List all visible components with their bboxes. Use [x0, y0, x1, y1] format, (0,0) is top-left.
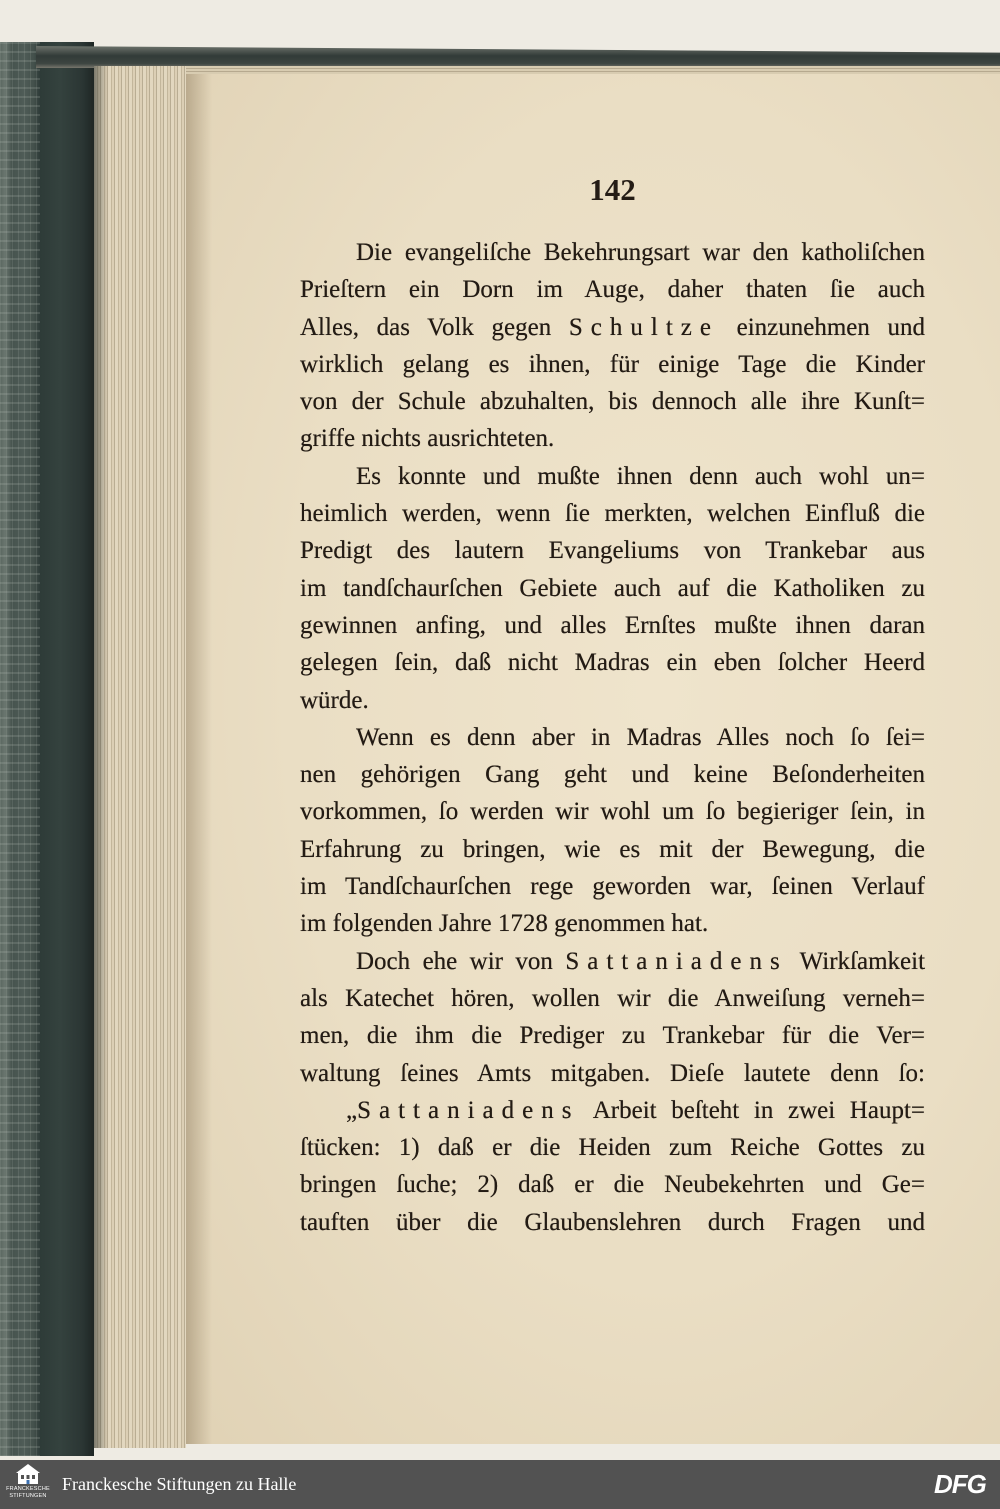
text-line: waltung ſeines Amts mitgaben. Dieſe lautete denn ſo: [300, 1059, 925, 1087]
line-text: Alles, das Volk gegen [300, 313, 569, 341]
text-line: nen gehörigen Gang geht und keine Beſonderheiten [300, 761, 925, 789]
text-line: gelegen ſein, daß nicht Madras ein eben ſolcher Heerd [300, 649, 925, 677]
spaced-name: Sattaniadens [565, 947, 788, 975]
cover-shadow [94, 66, 108, 1448]
text-line: bringen ſuche; 2) daß er die Neubekehrten und Ge= [300, 1171, 925, 1199]
text-line: heimlich werden, wenn ſie merkten, welchen Einfluß die [300, 500, 925, 528]
text-line: würde. [300, 686, 369, 714]
footer-bar [0, 1460, 1000, 1509]
text-line: im folgenden Jahre 1728 genommen hat. [300, 910, 709, 938]
text-line [300, 943, 925, 980]
text-line: Es konnte und mußte ihnen denn auch wohl un= [356, 462, 925, 490]
spaced-name: Schultze [568, 313, 719, 341]
text-line: wirklich gelang es ihnen, für einige Tage die Kinder [300, 350, 925, 378]
text-line: im Tandſchaurſchen rege geworden war, ſeinen Verlauf [300, 873, 925, 901]
line-text: Wirkſamkeit [787, 947, 926, 975]
institution-logo [4, 1462, 52, 1508]
text-line: tauften über die Glaubenslehren durch Fragen und [300, 1208, 925, 1236]
text-line: vorkommen, ſo werden wir wohl um ſo begieriger ſein, in [300, 798, 925, 826]
book-cover-top-edge [36, 46, 1000, 68]
text-line: Wenn es denn aber in Madras Alles noch ſo ſei= [356, 723, 925, 751]
line-text: Doch ehe wir von [356, 947, 566, 975]
logo-text: STIFTUNGEN [9, 1492, 47, 1499]
text-line: als Katechet hören, wollen wir die Anweiſung verneh= [300, 984, 925, 1012]
page-number: 142 [589, 172, 636, 207]
text-line: men, die ihm die Prediger zu Trankebar für die Ver= [300, 1022, 925, 1050]
text-line: Predigt des lautern Evangeliums von Trankebar aus [300, 537, 925, 565]
text-line: Erfahrung zu bringen, wie es mit der Bewegung, die [300, 835, 925, 863]
text-line: im tandſchaurſchen Gebiete auch auf die Katholiken zu [300, 574, 925, 602]
text-line [300, 309, 925, 346]
logo-text: FRANCKESCHE [6, 1486, 50, 1492]
body-text [300, 234, 925, 1241]
text-line [300, 1092, 925, 1129]
dfg-logo: DFG [934, 1469, 986, 1499]
institution-name: Franckesche Stiftungen zu Halle [62, 1474, 297, 1494]
text-line: Prieſtern ein Dorn im Auge, daher thaten ſie auch [300, 276, 925, 304]
line-text: „ [346, 1096, 358, 1124]
text-line: ſtücken: 1) daß er die Heiden zum Reiche Gottes zu [300, 1134, 925, 1162]
line-text: Arbeit beſteht in zwei Haupt= [579, 1096, 925, 1124]
building-icon [15, 1462, 41, 1486]
spaced-name: Sattaniadens [357, 1096, 580, 1124]
gutter-shadow [186, 74, 212, 1444]
text-line: Die evangeliſche Bekehrungsart war den katholiſchen [356, 239, 925, 266]
text-line: griffe nichts ausrichteten. [300, 425, 555, 453]
line-text: einzunehmen und [718, 313, 925, 341]
cover-wear-texture [0, 42, 40, 1456]
text-line: von der Schule abzuhalten, bis dennoch alle ihre Kunſt= [300, 388, 925, 416]
text-line: gewinnen anfing, und alles Ernſtes mußte ihnen daran [300, 611, 925, 639]
